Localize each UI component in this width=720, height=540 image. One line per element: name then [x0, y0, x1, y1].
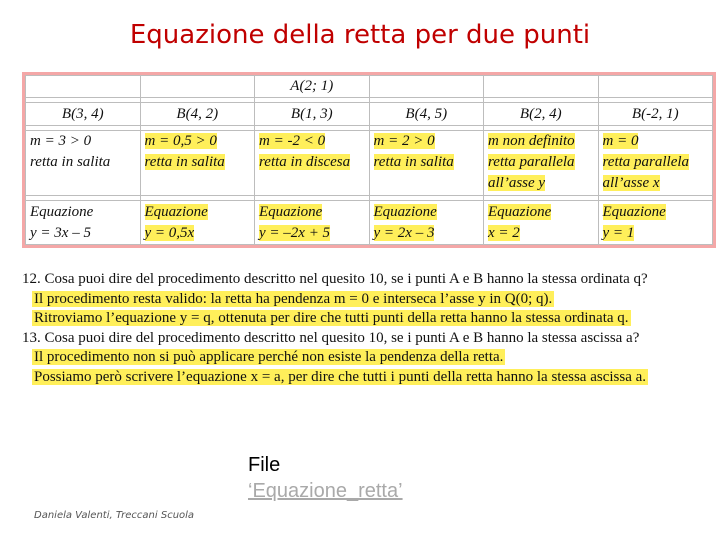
equation-label: Equazione	[488, 203, 552, 220]
equation-label: Equazione	[602, 203, 666, 220]
slope-value: m = 3 > 0	[30, 133, 92, 150]
point-b-cell: B(2, 4)	[484, 103, 599, 125]
equation-cell	[598, 201, 713, 245]
slope-description: retta in discesa	[259, 154, 351, 171]
equation-value: y = 0,5x	[144, 224, 195, 241]
points-table-container	[22, 72, 716, 248]
equation-cell	[369, 201, 484, 245]
table-row-equation	[26, 201, 713, 245]
questions-block	[22, 270, 694, 387]
slope-description-2: all’asse x	[602, 175, 660, 192]
table-header-row	[26, 76, 713, 98]
slope-cell	[26, 130, 141, 195]
equation-value: y = 3x – 5	[30, 224, 91, 241]
answer-13-line-1: Il procedimento non si può applicare perché non esiste la pendenza della retta.	[34, 349, 504, 365]
equation-cell	[255, 201, 370, 245]
question-12: 12. Cosa puoi dire del procedimento descritto nel quesito 10, se i punti A e B hanno la stessa ordinata q?	[22, 271, 648, 287]
equation-label: Equazione	[373, 203, 437, 220]
file-link[interactable]: ‘Equazione_retta’	[248, 480, 403, 502]
footer-credit: Daniela Valenti, Treccani Scuola	[34, 510, 195, 521]
answer-12-line-1: Il procedimento resta valido: la retta ha pendenza m = 0 e interseca l’asse y in Q(0; q).	[34, 290, 553, 307]
answer-13-line-2: Possiamo però scrivere l’equazione x = a, per dire che tutti i punti della retta hanno la stessa ascissa a.	[34, 368, 647, 385]
point-b-cell: B(1, 3)	[255, 103, 370, 125]
equation-cell	[26, 201, 141, 245]
slope-description: retta in salita	[144, 154, 225, 171]
answer-12-line-2: Ritroviamo l’equazione y = q, ottenuta per dire che tutti punti della retta hanno la stessa ordinata q.	[34, 310, 629, 326]
point-b-cell: B(-2, 1)	[598, 103, 713, 125]
file-label: File	[248, 454, 281, 476]
table-row-points	[26, 103, 713, 125]
points-table	[25, 75, 713, 245]
slope-description: retta parallela	[602, 154, 690, 171]
equation-value: y = –2x + 5	[259, 224, 331, 241]
slope-value: m = -2 < 0	[259, 133, 326, 150]
point-b-cell: B(4, 5)	[369, 103, 484, 125]
point-b-cell: B(4, 2)	[140, 103, 255, 125]
slide-title: Equazione della retta per due punti	[129, 20, 591, 50]
question-13: 13. Cosa puoi dire del procedimento descritto nel quesito 10, se i punti A e B hanno la stessa ascissa a?	[22, 329, 640, 346]
equation-label: Equazione	[144, 203, 208, 220]
slope-cell	[255, 130, 370, 195]
slope-value: m non definito	[488, 133, 575, 150]
slope-description: retta parallela	[488, 154, 575, 171]
slope-description: retta in salita	[373, 154, 454, 171]
slope-cell	[140, 130, 255, 195]
equation-value: y = 1	[602, 224, 635, 241]
equation-value: x = 2	[488, 224, 520, 241]
slope-cell	[598, 130, 713, 195]
slope-value: m = 2 > 0	[373, 133, 435, 150]
table-row-slope	[26, 130, 713, 195]
equation-label: Equazione	[259, 203, 323, 220]
slope-cell	[484, 130, 599, 195]
slope-value: m = 0,5 > 0	[144, 133, 217, 150]
file-reference	[248, 452, 403, 504]
equation-label: Equazione	[30, 203, 94, 220]
point-b-cell: B(3, 4)	[26, 103, 141, 125]
equation-cell	[140, 201, 255, 245]
slope-value: m = 0	[602, 133, 639, 150]
slope-cell	[369, 130, 484, 195]
equation-cell	[484, 201, 599, 245]
point-a-header: A(2; 1)	[255, 76, 370, 98]
slope-description-2: all’asse y	[488, 175, 546, 192]
slope-description: retta in salita	[30, 154, 111, 171]
equation-value: y = 2x – 3	[373, 224, 435, 241]
